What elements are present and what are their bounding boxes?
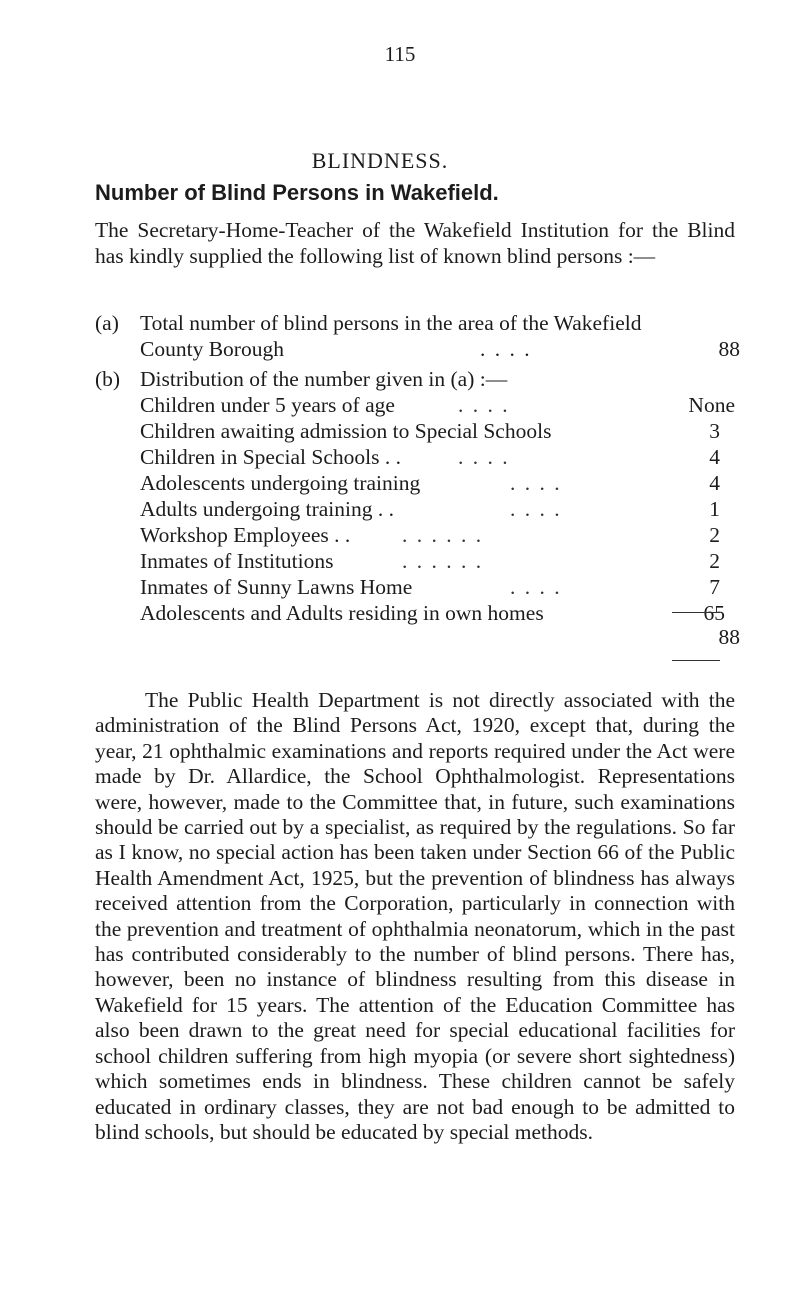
row-label: Children under 5 years of age: [140, 393, 395, 417]
item-a-total: 88: [718, 337, 740, 361]
row-label: Inmates of Sunny Lawns Home: [140, 575, 413, 599]
intro-paragraph: The Secretary-Home-Teacher of the Wakefield Institution for the Blind has kindly supplied the following list of known blind persons :—: [95, 218, 735, 268]
leader-dots: . . . . . .: [402, 523, 484, 547]
leader-dots: . . . .: [510, 471, 562, 495]
leader-dots: . . . .: [510, 575, 562, 599]
row-label: Inmates of Institutions: [140, 549, 334, 573]
distribution-total: 88: [718, 625, 740, 649]
page-title: BLINDNESS.: [311, 148, 449, 173]
leader-dots: . . . .: [458, 445, 510, 469]
body-paragraph: The Public Health Department is not directly associated with the administration of the Blind Persons Act, 1920, except that, during the year, 21 ophthalmic examinations and reports required under the Act were made by Dr. Allardice, the School Ophthalmologist. Representations were, however, made to the Committee that, in future, such examinations should be carried out by a specialist, as required by the regulations. So far as I know, no special action has been taken under Section 66 of the Public Health Amendment Act, 1925, but the prevention of blindness has always received attention from the Corporation, particularly in connection with the prevention and treatment of ophthalmia neonatorum, which in the past has contributed considerably to the number of blind persons. There has, however, been no instance of blindness resulting from this disease in Wakefield for 15 years. The attention of the Education Committee has also been drawn to the great need for special educational facilities for school children suffering from high myopia (or severe short sightedness) which sometimes ends in blindness. These children cannot be safely educated in ordinary classes, they are not bad enough to be admitted to blind schools, but should be educated by special methods.: [95, 688, 735, 1144]
item-b-label: (b): [95, 367, 121, 391]
row-value: None: [688, 393, 735, 417]
row-value: 2: [709, 523, 720, 547]
list-item: [140, 444, 740, 470]
distribution-list: [140, 392, 740, 626]
row-value: 3: [709, 419, 720, 443]
item-a-label: (a): [95, 311, 119, 335]
leader-dots: . . . .: [510, 497, 562, 521]
list-item: [140, 548, 740, 574]
row-value: 2: [709, 549, 720, 573]
sum-rule-top: [672, 612, 720, 613]
section-subheading: Number of Blind Persons in Wakefield.: [95, 180, 499, 205]
leader-dots: . . . .: [480, 337, 532, 361]
row-label: Children awaiting admission to Special Schools: [140, 419, 552, 443]
row-value: 1: [709, 497, 720, 521]
sum-rule-bottom: [672, 660, 720, 661]
list-item: [140, 418, 740, 444]
list-item: [140, 522, 740, 548]
list-item: [140, 600, 740, 626]
row-value: 4: [709, 471, 720, 495]
leader-dots: . . . . . .: [402, 549, 484, 573]
page-number: 115: [384, 42, 416, 66]
leader-dots: . . . .: [458, 393, 510, 417]
list-item: [140, 574, 740, 600]
row-label: Adolescents undergoing training: [140, 471, 421, 495]
item-b-text: Distribution of the number given in (a) :—: [140, 367, 508, 391]
row-value: 7: [709, 575, 720, 599]
item-b: [95, 366, 507, 392]
row-label: Adults undergoing training . .: [140, 497, 395, 521]
row-value: 65: [703, 601, 725, 625]
row-label: Children in Special Schools . .: [140, 445, 401, 469]
list-item: [140, 496, 740, 522]
row-label: Workshop Employees . .: [140, 523, 351, 547]
list-item: [140, 392, 740, 418]
item-a-text: Total number of blind persons in the area of the Wakefield County Borough: [140, 311, 642, 361]
list-item: [140, 470, 740, 496]
row-label: Adolescents and Adults residing in own homes: [140, 601, 544, 625]
row-value: 4: [709, 445, 720, 469]
